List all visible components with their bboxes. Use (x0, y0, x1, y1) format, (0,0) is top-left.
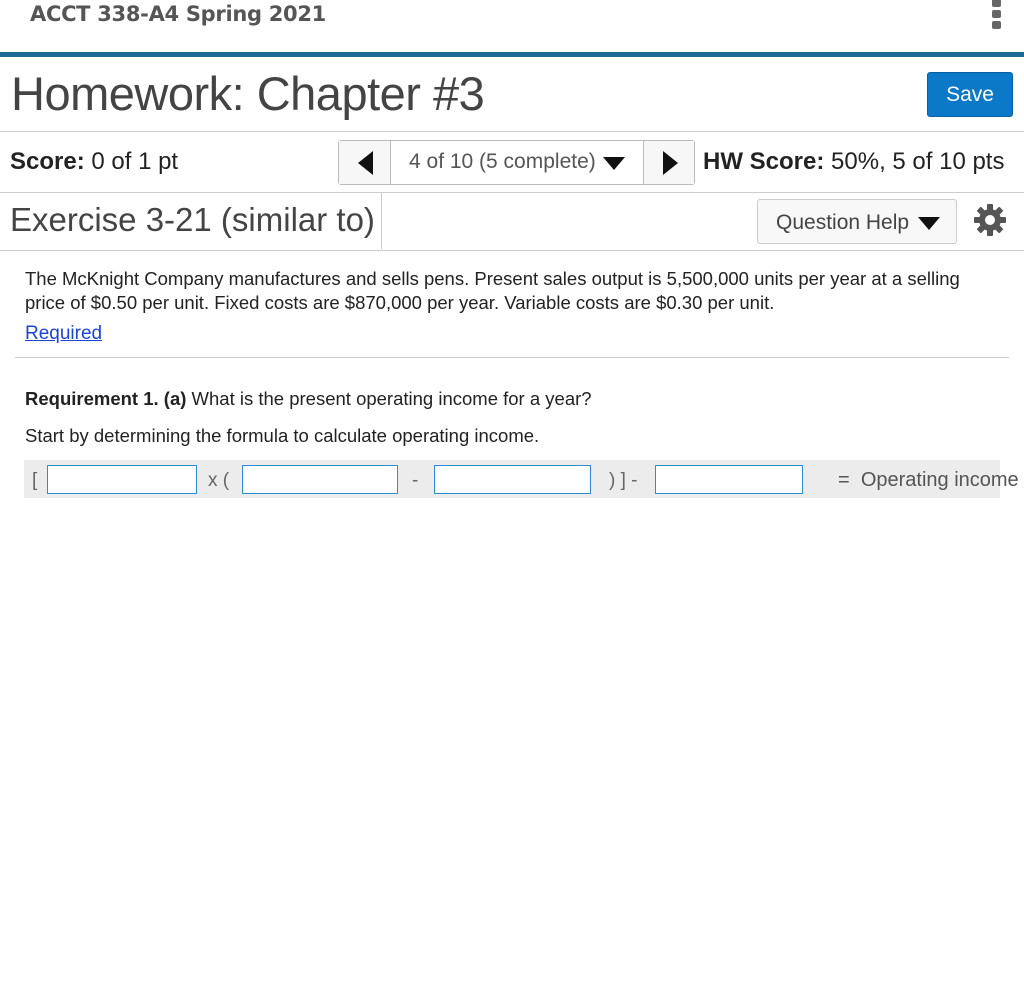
formula-open-bracket: [ (32, 470, 38, 491)
score-value: 0 of 1 pt (84, 148, 179, 175)
requirement-text: What is the present operating income for a year? (186, 388, 592, 409)
divider (0, 192, 1024, 193)
requirement-label: Requirement 1. (a) (25, 388, 187, 409)
formula-input-3[interactable] (434, 465, 591, 494)
hw-score-value: 50%, 5 of 10 pts (824, 148, 1005, 175)
kebab-dot (992, 0, 1001, 7)
homework-score (703, 148, 1004, 176)
formula-close-minus: ) ] - (609, 470, 638, 491)
formula-times-open: x ( (208, 470, 230, 491)
accent-bar (0, 52, 1024, 57)
divider (15, 357, 1009, 358)
previous-question-button[interactable] (339, 141, 391, 184)
divider (0, 250, 1024, 251)
formula-equals: = (838, 469, 850, 491)
divider (0, 131, 1024, 132)
kebab-menu-icon[interactable] (990, 0, 1004, 30)
kebab-dot (992, 21, 1001, 29)
score-label: Score: (10, 148, 85, 175)
formula-input-1[interactable] (47, 465, 197, 494)
required-link[interactable]: Required (25, 323, 103, 344)
exercise-title: Exercise 3-21 (similar to) (10, 201, 375, 238)
caret-down-icon (603, 157, 625, 170)
formula-result-label: Operating income (860, 469, 1019, 491)
formula-minus: - (412, 470, 419, 491)
question-help-label: Question Help (776, 211, 910, 234)
save-button[interactable]: Save (927, 72, 1013, 117)
formula-result (838, 469, 1019, 492)
requirement-question (25, 388, 592, 410)
question-help-button[interactable] (757, 199, 957, 244)
question-score (10, 148, 178, 176)
next-question-button[interactable] (643, 141, 694, 184)
course-title: ACCT 338-A4 Spring 2021 (30, 2, 326, 26)
question-navigator (338, 140, 695, 185)
caret-down-icon (918, 217, 940, 230)
divider (381, 193, 382, 249)
top-bar (0, 0, 1024, 52)
question-select-dropdown[interactable] (391, 141, 643, 184)
formula-input-2[interactable] (242, 465, 398, 494)
hw-score-label: HW Score: (703, 148, 825, 175)
problem-statement: The McKnight Company manufactures and sells pens. Present sales output is 5,500,000 units per year at a selling price of $0.50 per unit. Fixed costs are $870,000 per year. Variable costs are $0.30 per unit. (25, 268, 960, 313)
requirement-instruction: Start by determining the formula to calculate operating income. (25, 425, 540, 446)
formula-input-4[interactable] (655, 465, 803, 494)
formula-row (24, 460, 1019, 498)
question-position-label: 4 of 10 (5 complete) (409, 150, 596, 173)
gear-icon[interactable] (973, 203, 1007, 237)
kebab-dot (992, 10, 1001, 18)
homework-title: Homework: Chapter #3 (11, 67, 485, 120)
